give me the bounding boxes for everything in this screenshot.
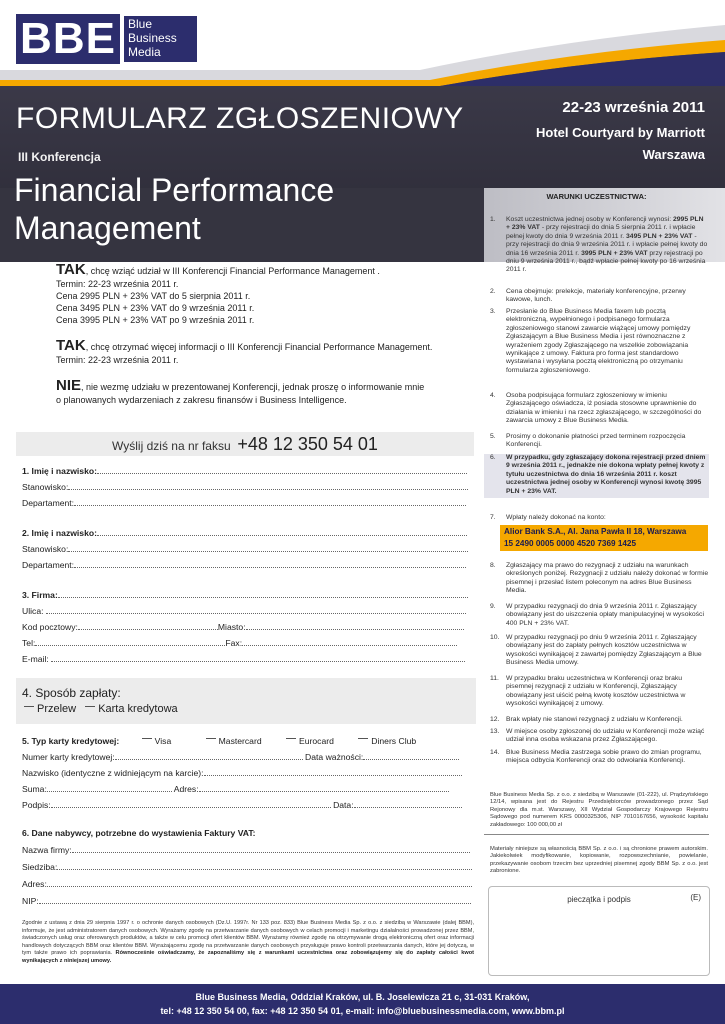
consent-bold: Równocześnie oświadczamy, że zapoznaliśmy się z warunkami uczestnictwa oraz zobowiązujemy się do zapłaty całości kwot wynikających z niniejszej umowy. — [22, 950, 475, 964]
field-company-name[interactable] — [22, 845, 474, 856]
logo-wordmark — [124, 16, 197, 62]
conference-name-line1: Financial Performance — [14, 172, 335, 208]
option-info[interactable] — [56, 338, 476, 366]
field-line[interactable] — [74, 567, 466, 568]
field-position-1[interactable] — [22, 482, 474, 493]
cond-text: - przy rejestracji do dnia 5 sierpnia 2011 r. i wpłacie pełnej kwoty do dnia 9 września 2011 r. — [506, 224, 696, 240]
payment-method-section — [16, 678, 476, 724]
field-card-holder[interactable] — [22, 768, 474, 779]
field-label: Siedziba: — [22, 862, 58, 872]
condition-2: 2. Cena obejmuje: prelekcje, materiały konferencyjne, przerwy kawowe, lunch. — [490, 288, 686, 304]
conditions-title: WARUNKI UCZESTNICTWA: — [546, 192, 647, 201]
payment-card-option[interactable] — [79, 703, 177, 715]
condition-5: 5. Prosimy o dokonanie płatności przed terminem rozpoczęcia Konferencji. — [490, 433, 686, 449]
payment-transfer-option[interactable] — [18, 703, 76, 715]
checkbox-diners[interactable] — [358, 738, 368, 745]
field-label: Suma: — [22, 784, 47, 794]
field-line[interactable] — [115, 759, 303, 760]
cond-text: przy rejestracji po dniu 9 września 2011 r., bądź wpłacie pełnej kwoty po 16 września 2011 r. — [506, 249, 706, 274]
field-position-2[interactable] — [22, 544, 474, 555]
copyright-notice: Materiały niniejsze są własnością BBM Sp. z o.o. i są chronione prawem autorskim. Jakiekolwiek modyfikowanie, kopiowanie, rozpowszechnianie, powielanie, przekazywanie osobom trzecim bez uprzedniej pisemnej zgody BBM Sp. z o.o. jest zabronione. — [490, 846, 708, 875]
stamp-signature-box[interactable] — [488, 886, 710, 976]
card-diners-option[interactable] — [352, 736, 416, 746]
field-card-number[interactable] — [22, 752, 474, 763]
fax-label: Wyślij dziś na nr faksu — [112, 439, 231, 453]
option-detail: Cena 2995 PLN + 23% VAT do 5 sierpnia 2011 r. — [56, 291, 251, 301]
option-decline-line — [56, 378, 476, 394]
option-participate-line — [56, 262, 476, 278]
cond-text: Cena obejmuje: prelekcje, materiały konferencyjne, przerwy kawowe, lunch. — [506, 288, 686, 304]
field-label: Adres: — [22, 879, 47, 889]
field-line[interactable] — [47, 886, 472, 887]
field-label: Miasto: — [217, 622, 246, 632]
cond-text: W przypadku rezygnacji do dnia 9 września 2011 r. Zgłaszający obowiązany jest do uiszczenia opłaty manipulacyjnej w wysokości 400 PLN + 23% VAT. — [506, 603, 704, 627]
field-line[interactable] — [47, 791, 172, 792]
field-label: Departament: — [22, 498, 75, 508]
conference-name-line2: Management — [14, 210, 201, 246]
field-line[interactable] — [97, 535, 467, 536]
option-label: Karta kredytowa — [98, 703, 178, 715]
footer-address: Blue Business Media, Oddział Kraków, ul. B. Joselewicza 21 c, 31-031 Kraków, — [195, 992, 530, 1002]
checkbox-transfer[interactable] — [24, 706, 34, 713]
field-label: Fax: — [225, 638, 243, 648]
condition-1: 1. Koszt uczestnictwa jednej osoby w Konferencji wynosi: 2995 PLN + 23% VAT - przy rejestracji do dnia 5 sierpnia 2011 r. i wpłacie pełnej kwoty do dnia 9 września 2011 r. 3495 PLN + 23% VAT - przy rejestracji do dnia 9 września 2011 r. i wpłacie pełnej kwoty do dnia 16 września 2011 r. 3995 PLN + 23% VAT przy rejestracji po dniu 9 września 2011 r., bądź wpłacie pełnej kwoty po 16 września 2011 r. — [490, 216, 708, 274]
cond-text: Przesłanie do Blue Business Media faxem lub pocztą elektroniczną, wypełnionego i podpisanego formularza zgłoszeniowego stanowi zawarcie wiążącej umowy pomiędzy Zgłaszającym a Blue Business Media i jest równoznaczne z wyrażeniem zgody Zgłaszającego na wszelkie zobowiązania wynikające z umowy. Faktura pro forma jest standardowo wystawiana i wysyłana pocztą elektroniczną po otrzymaniu formularza zgłoszeniowego. — [506, 308, 691, 374]
option-label: Visa — [154, 736, 172, 746]
option-participate[interactable] — [56, 262, 476, 326]
card-mastercard-option[interactable] — [200, 736, 262, 746]
field-line[interactable] — [74, 505, 466, 506]
field-label: Departament: — [22, 560, 75, 570]
field-line[interactable] — [39, 903, 471, 904]
cond-price: 2995 PLN + 23% VAT — [506, 216, 704, 232]
condition-12: 12. Brak wpłaty nie stanowi rezygnacji z udziału w Konferencji. — [490, 716, 683, 723]
stamp-tag: (E) — [690, 893, 701, 902]
condition-7: 7. Wpłaty należy dokonać na konto: — [490, 514, 606, 521]
cond-price: 3995 PLN + 23% VAT — [581, 249, 648, 257]
card-details — [22, 736, 474, 811]
field-label: Data ważności: — [305, 752, 364, 762]
divider — [484, 834, 709, 835]
option-detail: Termin: 22-23 września 2011 r. — [56, 355, 179, 365]
field-label: Nazwisko (identyczne z widniejącym na karcie): — [22, 768, 204, 778]
option-detail: Cena 3495 PLN + 23% VAT do 9 września 2011 r. — [56, 303, 255, 313]
checkbox-eurocard[interactable] — [286, 738, 296, 745]
checkbox-mastercard[interactable] — [206, 738, 216, 745]
card-type-row — [22, 736, 474, 747]
company-logo — [16, 14, 197, 64]
cond-text: Brak wpłaty nie stanowi rezygnacji z udziału w Konferencji. — [506, 716, 683, 723]
field-postcode-city[interactable] — [22, 622, 474, 633]
invoice-title: 6. Dane nabywcy, potrzebne do wystawienia Faktury VAT: — [22, 828, 256, 838]
cond-text: Prosimy o dokonanie płatności przed terminem rozpoczęcia Konferencji. — [506, 433, 686, 449]
field-amount-address[interactable] — [22, 784, 474, 795]
field-line[interactable] — [51, 661, 465, 662]
field-label: Nazwa firmy: — [22, 845, 72, 855]
logo-line: Business — [128, 31, 177, 45]
field-email[interactable] — [22, 654, 474, 665]
field-label: NIP: — [22, 896, 39, 906]
cond-text: W przypadku braku uczestnictwa w Konferencji oraz braku pisemnej rezygnacji z udziału w Konferencji, Zgłaszający obowiązany jest uiścić pełną kwotę kosztów uczestnictwa w wysokości wynikającej z umowy. — [506, 675, 686, 708]
condition-4: 4. Osoba podpisująca formularz zgłoszeniowy w imieniu Zgłaszającego oświadcza, iż posiada stosowne uprawnienie do działania w imieniu i na rzecz zgłaszającego, w szczególności do zawarcia umowy z Blue Business Media. — [490, 392, 702, 425]
field-label: Stanowisko: — [22, 544, 69, 554]
option-label: Przelew — [37, 703, 77, 715]
bank-account-number: 15 2490 0005 0000 4520 7369 1425 — [504, 539, 637, 548]
event-date: 22-23 września 2011 — [562, 99, 705, 116]
condition-3: 3. Przesłanie do Blue Business Media faxem lub pocztą elektroniczną, wypełnionego i podpisanego formularza zgłoszeniowego stanowi zawarcie wiążącej umowy pomiędzy Zgłaszającym a Blue Business Media i jest równoznaczne z wyrażeniem zgody Zgłaszającego na wszelkie zobowiązania wynikające z umowy. Faktura pro forma jest standardowo wystawiana i wysyłana pocztą elektroniczną po otrzymaniu formularza zgłoszeniowego. — [490, 308, 691, 374]
fax-banner — [16, 432, 474, 456]
condition-10: 10. W przypadku rezygnacji po dniu 9 września 2011 r. Zgłaszający obowiązany jest do zapłaty pełnych kosztów uczestnictwa w wysokości wynikającej z zawartej pomiędzy Zgłaszającym a Blue Business Media umowy. — [490, 634, 702, 667]
registration-form — [22, 466, 474, 665]
cond-text: W przypadku rezygnacji po dniu 9 września 2011 r. Zgłaszający obowiązany jest do zapłaty pełnych kosztów uczestnictwa w wysokości wynikającej z zawartej pomiędzy Zgłaszającym a Blue Business Media umowy. — [506, 634, 702, 667]
bank-account-box — [500, 525, 708, 551]
event-city: Warszawa — [642, 147, 705, 162]
cond-text: W miejsce osoby zgłoszonej do udziału w Konferencji może wziąć udział inna osoba wskazana przez Zgłaszającego. — [506, 728, 705, 744]
field-label: Stanowisko: — [22, 482, 69, 492]
field-label: 3. Firma: — [22, 590, 58, 600]
field-signature-date[interactable] — [22, 800, 474, 811]
field-line[interactable] — [354, 807, 462, 808]
conference-edition: III Konferencja — [18, 150, 101, 164]
logo-line: Blue — [128, 17, 153, 31]
field-name-2[interactable] — [22, 528, 474, 539]
field-label: Kod pocztowy: — [22, 622, 78, 632]
checkbox-card[interactable] — [85, 706, 95, 713]
field-label: Podpis: — [22, 800, 51, 810]
option-text: , chcę wziąć udział w III Konferencji Financial Performance Management . — [85, 266, 380, 276]
cond-text: Wpłaty należy dokonać na konto: — [506, 514, 606, 521]
field-department-2[interactable] — [22, 560, 474, 571]
field-line[interactable] — [199, 791, 449, 792]
field-invoice-address[interactable] — [22, 879, 474, 890]
invoice-details — [22, 828, 474, 907]
logo-letters: BBE — [16, 14, 120, 64]
cond-text: Osoba podpisująca formularz zgłoszeniowy w imieniu Zgłaszającego oświadcza, iż posiada stosowne uprawnienie do działania w imieniu i na rzecz zgłaszającego, w szczególności do zawarcia umowy z Blue Business Media. — [506, 392, 702, 425]
field-nip[interactable] — [22, 896, 474, 907]
footer-contact: tel: +48 12 350 54 00, fax: +48 12 350 54 01, e-mail: info@bluebusinessmedia.com, www.bbm.pl — [160, 1006, 565, 1016]
condition-13: 13. W miejsce osoby zgłoszonej do udziału w Konferencji może wziąć udział inna osoba wskazana przez Zgłaszającego. — [490, 728, 705, 744]
fax-number: +48 12 350 54 01 — [237, 434, 378, 454]
company-registration-info: Blue Business Media Sp. z o.o. z siedzibą w Warszawie (01-222), ul. Prądzyńskiego 12/14, wpisana jest do Rejestru Przedsiębiorców prowadzonego przez Sąd Rejonowy dla m.st. Warszawy, XII Wydział Gospodarczy Krajowego Rejestru Sądowego pod numerem KRS 0000325306, NIP 7010167656, wysokość kapitału zakładowego: 100 000,00 zł — [490, 792, 708, 828]
event-venue: Hotel Courtyard by Marriott — [535, 125, 705, 140]
footer — [0, 984, 725, 1024]
logo-line: Media — [128, 45, 161, 59]
cond-text: W przypadku, gdy zgłaszający dokona rejestracji przed dniem 9 września 2011 r., jednakże nie dokona wpłaty pełnej kwoty z tytułu uczestnictwa do dnia 16 września 2011 r. koszt uczestnictwa jednej osoby w Konferencji wynosi kwotę 3995 PLN + 23% VAT. — [506, 454, 706, 495]
data-consent — [22, 920, 474, 966]
field-company[interactable] — [22, 590, 474, 601]
bank-name: Alior Bank S.A., Al. Jana Pawła II 18, Warszawa — [504, 527, 687, 536]
condition-6: 6. W przypadku, gdy zgłaszający dokona rejestracji przed dniem 9 września 2011 r., jednakże nie dokona wpłaty pełnej kwoty z tytułu uczestnictwa do dnia 16 września 2011 r. koszt uczestnictwa jednej osoby w Konferencji wynosi kwotę 3995 PLN + 23% VAT. — [484, 454, 709, 498]
option-detail: o planowanych wydarzeniach z zakresu finansów i Business Intelligence. — [56, 395, 347, 405]
field-line[interactable] — [363, 759, 459, 760]
option-decline[interactable] — [56, 378, 476, 406]
option-word: TAK — [56, 261, 86, 278]
option-label: Mastercard — [218, 736, 262, 746]
condition-9: 9. W przypadku rezygnacji do dnia 9 września 2011 r. Zgłaszający obowiązany jest do uiszczenia opłaty manipulacyjnej w wysokości 400 PLN + 23% VAT. — [490, 603, 704, 627]
option-label: Eurocard — [299, 736, 334, 746]
field-line[interactable] — [72, 852, 470, 853]
condition-11: 11. W przypadku braku uczestnictwa w Konferencji oraz braku pisemnej rezygnacji z udziału w Konferencji, Zgłaszający obowiązany jest uiścić pełną kwotę kosztów uczestnictwa w wysokości wynikającej z umowy. — [490, 675, 686, 708]
card-visa-option[interactable] — [136, 736, 172, 746]
cond-text: - przy rejestracji do dnia 9 września 2011 r. i wpłacie pełnej kwoty do dnia 16 września 2011 r. — [506, 232, 708, 257]
form-title: FORMULARZ ZGŁOSZENIOWY — [16, 102, 464, 135]
option-detail: Termin: 22-23 września 2011 r. — [56, 279, 179, 289]
payment-method-title: 4. Sposób zapłaty: — [22, 686, 121, 700]
field-label: Numer karty kredytowej: — [22, 752, 115, 762]
field-line[interactable] — [242, 645, 457, 646]
field-label: 1. Imię i nazwisko: — [22, 466, 97, 476]
option-text: , chcę otrzymać więcej informacji o III Konferencji Financial Performance Management. — [85, 342, 433, 352]
field-department-1[interactable] — [22, 498, 474, 509]
consent-text: Zgodnie z ustawą z dnia 29 sierpnia 1997 r. o ochronie danych osobowych (Dz.U. 1997r. Nr 133 poz. 833) Blue Business Media Sp. z o.o. z siedzibą w Warszawie (dalej BBM), informuje, że jest administratorem danych osobowych. Wyrażamy zgodę na przetwarzanie danych osobowych w celach promocji i marketingu działalności prowadzonej przez BBM, świadczonych usług oraz oferowanych produktów, a także w celu promocji ofert klientów BBM. Wyrażamy również zgodę na otrzymywanie drogą elektroniczną ofert oraz informacji handlowych dotyczących BBM oraz klientów BBM. Wyrażającemu zgodę na przetwarzanie danych osobowych przysługuje prawo kontroli przetwarzania danych, które jej dotyczą, w tym także prawo ich poprawiania. — [22, 920, 474, 957]
field-label: Ulica: — [22, 606, 44, 616]
condition-14: 14. Blue Business Media zastrzega sobie prawo do zmian programu, miejsca odbycia Konferencji oraz do odwołania Konferencji. — [490, 749, 702, 765]
field-line[interactable] — [68, 489, 468, 490]
card-eurocard-option[interactable] — [280, 736, 334, 746]
field-line[interactable] — [51, 807, 331, 808]
cond-text: Koszt uczestnictwa jednej osoby w Konferencji wynosi: — [506, 216, 672, 223]
cond-text: Zgłaszający ma prawo do rezygnacji z udziału na warunkach określonych poniżej. Rezygnacji z udziału należy dokonać w formie pisemnej i przesłać listem poleconym na adres Blue Business Media. — [506, 562, 709, 595]
field-line[interactable] — [246, 629, 464, 630]
option-word: NIE — [56, 377, 82, 394]
field-line[interactable] — [46, 613, 466, 614]
field-line[interactable] — [57, 869, 472, 870]
field-line[interactable] — [58, 597, 468, 598]
option-word: TAK — [56, 337, 86, 354]
field-label: Tel: — [22, 638, 36, 648]
field-line[interactable] — [35, 645, 225, 646]
field-name-1[interactable] — [22, 466, 474, 477]
field-label: Adres: — [173, 784, 199, 794]
option-info-line — [56, 338, 476, 354]
option-label: Diners Club — [371, 736, 417, 746]
checkbox-visa[interactable] — [142, 738, 152, 745]
cond-text: Blue Business Media zastrzega sobie prawo do zmian programu, miejsca odbycia Konferencji oraz do odwołania Konferencji. — [506, 749, 702, 765]
field-line[interactable] — [204, 775, 462, 776]
field-seat[interactable] — [22, 862, 474, 873]
condition-8: 8. Zgłaszający ma prawo do rezygnacji z udziału na warunkach określonych poniżej. Rezygnacji z udziału należy dokonać w formie pisemnej i przesłać listem poleconym na adres Blue Business Media. — [490, 562, 709, 595]
field-label: E-mail: — [22, 654, 49, 664]
field-label: 2. Imię i nazwisko: — [22, 528, 97, 538]
field-line[interactable] — [68, 551, 468, 552]
field-label: Data: — [333, 800, 354, 810]
option-detail: Cena 3995 PLN + 23% VAT po 9 września 2011 r. — [56, 315, 255, 325]
payment-options — [16, 701, 476, 717]
field-label: 5. Typ karty kredytowej: — [22, 736, 120, 746]
field-line[interactable] — [97, 473, 467, 474]
field-line[interactable] — [78, 629, 218, 630]
field-phone-fax[interactable] — [22, 638, 474, 649]
stamp-label: pieczątka i podpis — [567, 895, 631, 904]
option-text: , nie wezmę udziału w prezentowanej Konferencji, jednak proszę o informowanie mnie — [81, 382, 425, 392]
field-street[interactable] — [22, 606, 474, 617]
cond-price: 3495 PLN + 23% VAT — [626, 232, 693, 240]
